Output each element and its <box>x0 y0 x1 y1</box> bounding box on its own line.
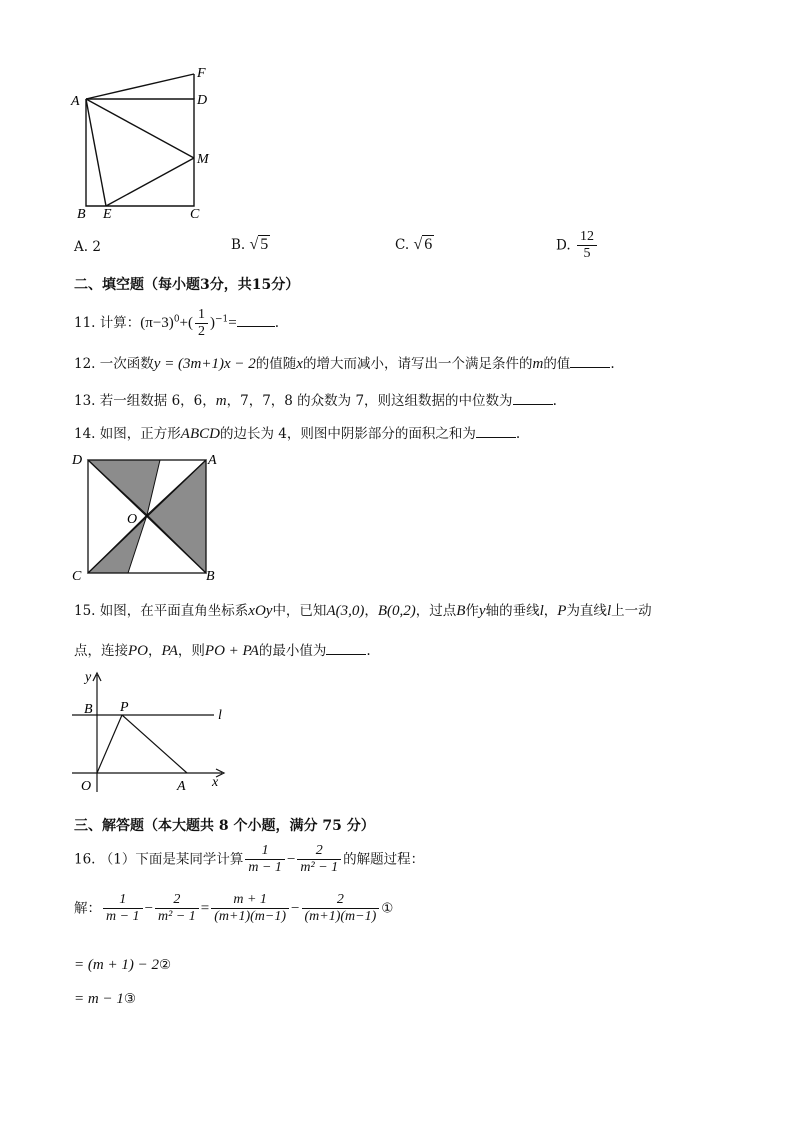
q16-part: （1）下面是某同学计算 <box>99 851 244 868</box>
q15-po: PO <box>128 643 148 659</box>
q16-frac-1 <box>245 843 285 876</box>
q10-label-f: F <box>197 66 206 81</box>
q12-x: x <box>296 356 303 372</box>
q15-y: y <box>478 603 486 619</box>
q15-label-x: x <box>212 775 219 790</box>
q16-sol-frac-3 <box>211 892 289 925</box>
q13-text2: ，7，7，8 的众数为 7，则这组数据的中位数为 <box>226 393 513 409</box>
q12-number: 12. <box>74 356 96 372</box>
q15-t5: 轴的垂线 <box>485 603 540 619</box>
option-d <box>556 229 599 262</box>
q16-frac-1-num: 1 <box>245 843 285 860</box>
q15-number: 15. <box>74 603 96 619</box>
q16-sol-frac-2-den: m² − 1 <box>158 909 196 924</box>
q12-t4: 的值 <box>543 356 571 372</box>
q15-t4: 作 <box>465 603 479 619</box>
q14-answer-blank[interactable] <box>476 423 516 438</box>
question-16-prompt <box>74 843 424 876</box>
q15-pa: PA <box>161 643 178 659</box>
q11-exp1: −1 <box>215 314 229 325</box>
q11-answer-blank[interactable] <box>237 312 275 327</box>
q14-t2: 的边长为 4，则图中阴影部分的面积之和为 <box>219 426 476 442</box>
q11-eq: = <box>228 315 237 331</box>
q16-frac-2-den: m² − 1 <box>300 860 339 875</box>
q16-frac-1-den: m − 1 <box>248 860 282 875</box>
q11-fraction <box>195 307 208 340</box>
q10-label-e: E <box>103 207 112 222</box>
option-c-letter: C. <box>395 237 410 253</box>
q16-sol-frac-3-num: m + 1 <box>211 892 289 909</box>
q16-step-2: = (m + 1) − 2 <box>74 957 159 973</box>
q16-minus: − <box>286 851 296 868</box>
q16-solution-step-1 <box>74 892 393 925</box>
question-12 <box>74 353 615 373</box>
q15-label-y: y <box>85 670 92 685</box>
q14-label-c: C <box>72 569 82 584</box>
q12-end: . <box>610 356 615 372</box>
option-a <box>74 238 101 256</box>
question-14 <box>74 423 520 443</box>
q10-label-d: D <box>197 93 208 108</box>
q16-sol-frac-3-den: (m+1)(m−1) <box>214 909 287 924</box>
q16-sol-minus-1: − <box>144 900 154 917</box>
q15-t6: ， <box>543 603 558 619</box>
q15-p: P <box>557 603 567 619</box>
q16-step-1-marker: ① <box>381 900 394 917</box>
q15-xoy: xOy <box>248 603 273 619</box>
q11-end: . <box>274 315 280 331</box>
q15-sep: ， <box>364 603 378 619</box>
q14-number: 14. <box>74 426 96 442</box>
q14-shaded-top <box>88 460 160 515</box>
q10-label-c: C <box>190 207 200 222</box>
q15-l: l <box>539 603 544 619</box>
q16-t2: 的解题过程： <box>343 851 425 868</box>
q16-step-3: = m − 1 <box>74 991 124 1007</box>
q12-t3: 的增大而减小，请写出一个满足条件的 <box>302 356 533 372</box>
q16-sol-frac-1-den: m − 1 <box>106 909 140 924</box>
q10-figure <box>60 58 230 228</box>
q16-sol-frac-4-num: 2 <box>302 892 380 909</box>
q15-point-a: A(3,0) <box>326 603 365 619</box>
q12-t1: 一次函数 <box>99 356 154 372</box>
option-b <box>231 236 270 254</box>
q16-sol-frac-4-den: (m+1)(m−1) <box>304 909 377 924</box>
q11-number: 11. <box>74 315 96 331</box>
q15-label-l: l <box>218 708 222 723</box>
q10-label-b: B <box>77 207 86 222</box>
q16-frac-2-num: 2 <box>297 843 341 860</box>
section-2-title: 二、填空题（每小题3分，共15分） <box>74 277 300 293</box>
option-c <box>395 236 434 254</box>
q16-step-3-marker: ③ <box>123 991 136 1007</box>
q15-figure <box>70 668 230 796</box>
q10-label-a: A <box>71 94 80 109</box>
q15-point-b: B(0,2) <box>377 603 416 619</box>
q16-sol-eq: = <box>200 900 210 917</box>
q15-answer-blank[interactable] <box>326 640 366 655</box>
option-a-letter: A. <box>74 239 89 255</box>
q12-t2: 的值随 <box>255 356 297 372</box>
q15-end: . <box>366 643 371 659</box>
q13-number: 13. <box>74 393 96 409</box>
q15-t8: 上一动 <box>611 603 652 619</box>
q14-label-o: O <box>127 512 138 527</box>
q15-c2: ，则 <box>177 643 205 659</box>
q15-t2: 中，已知 <box>272 603 327 619</box>
q16-frac-2 <box>297 843 341 876</box>
q11-base: (π−3) <box>140 315 174 331</box>
q16-number: 16. <box>74 851 96 868</box>
q16-sol-frac-1 <box>103 892 143 925</box>
q16-step-2-marker: ② <box>158 957 172 973</box>
option-b-letter: B. <box>231 237 246 253</box>
q15-t3: ，过点 <box>415 603 457 619</box>
q16-sol-label: 解： <box>74 900 101 917</box>
q13-text: 若一组数据 6，6， <box>99 393 216 409</box>
option-d-num: 12 <box>577 229 597 246</box>
q12-m: m <box>532 356 544 372</box>
q10-segment-em <box>106 158 194 206</box>
q11-plus: + <box>179 315 189 331</box>
q15-segment-po <box>97 715 122 773</box>
q11-frac-den: 2 <box>198 324 206 339</box>
option-d-fraction <box>577 229 597 262</box>
q16-sol-frac-1-num: 1 <box>103 892 143 909</box>
q14-end: . <box>515 426 521 442</box>
q15-line2a: 点，连接 <box>74 643 128 659</box>
q16-sol-frac-2-num: 2 <box>155 892 199 909</box>
q14-label-a: A <box>208 453 217 468</box>
option-d-den: 5 <box>583 246 591 261</box>
option-b-value: 5 <box>260 236 269 253</box>
q15-label-o: O <box>81 779 92 794</box>
q13-m: m <box>215 393 227 409</box>
q16-sol-minus-2: − <box>291 900 300 917</box>
q16-sol-frac-4 <box>302 892 380 925</box>
question-11: 11. 计算：$(\pi-3)^0+$( $\frac{1}{2}$ )$^{-1}$= . <box>74 307 280 339</box>
section-3-title: 三、解答题（本大题共 8 个小题，满分 75 分） <box>74 818 375 834</box>
q10-segment-af <box>86 74 194 99</box>
question-13 <box>74 390 557 410</box>
q13-answer-blank[interactable] <box>513 390 553 405</box>
q15-label-b: B <box>84 702 93 717</box>
q15-l2: l <box>606 603 612 619</box>
q10-segment-ae <box>86 99 106 206</box>
q15-sum: PO + PA <box>204 643 259 659</box>
q15-t7: 为直线 <box>566 603 607 619</box>
question-15-line-2 <box>74 640 371 660</box>
q15-bp: B <box>456 603 466 619</box>
q16-sol-frac-2 <box>155 892 199 925</box>
q12-answer-blank[interactable] <box>570 353 610 368</box>
q15-t1: 如图，在平面直角坐标系 <box>99 603 249 619</box>
q14-label-b: B <box>206 569 215 584</box>
q15-c1: ， <box>148 643 162 659</box>
q14-t1: 如图，正方形 <box>99 426 181 442</box>
q15-line2b: 的最小值为 <box>258 643 327 659</box>
q14-figure <box>68 448 228 586</box>
option-a-value: 2 <box>92 239 101 255</box>
q10-segment-am <box>86 99 194 158</box>
q16-solution-step-2 <box>74 956 171 974</box>
q14-square-name: ABCD <box>180 426 220 442</box>
option-d-letter: D. <box>556 237 571 254</box>
q10-label-m: M <box>197 152 209 167</box>
q11-text: 计算： <box>99 315 141 331</box>
q15-segment-pa <box>122 715 187 773</box>
q11-exp0: 0 <box>173 314 180 325</box>
option-b-sqrt: √ 5 <box>249 236 269 253</box>
q13-end: . <box>552 393 557 409</box>
option-c-sqrt: √ 6 <box>413 236 433 253</box>
q11-frac-num: 1 <box>195 307 208 324</box>
q12-expr: y = (3m+1)x − 2 <box>153 356 256 372</box>
q10-square <box>86 99 194 206</box>
question-15-line-1 <box>74 602 652 620</box>
q14-label-d: D <box>72 453 83 468</box>
q15-label-a: A <box>177 779 186 794</box>
option-c-value: 6 <box>424 236 433 253</box>
q15-label-p: P <box>120 700 129 715</box>
q16-solution-step-3 <box>74 990 136 1008</box>
